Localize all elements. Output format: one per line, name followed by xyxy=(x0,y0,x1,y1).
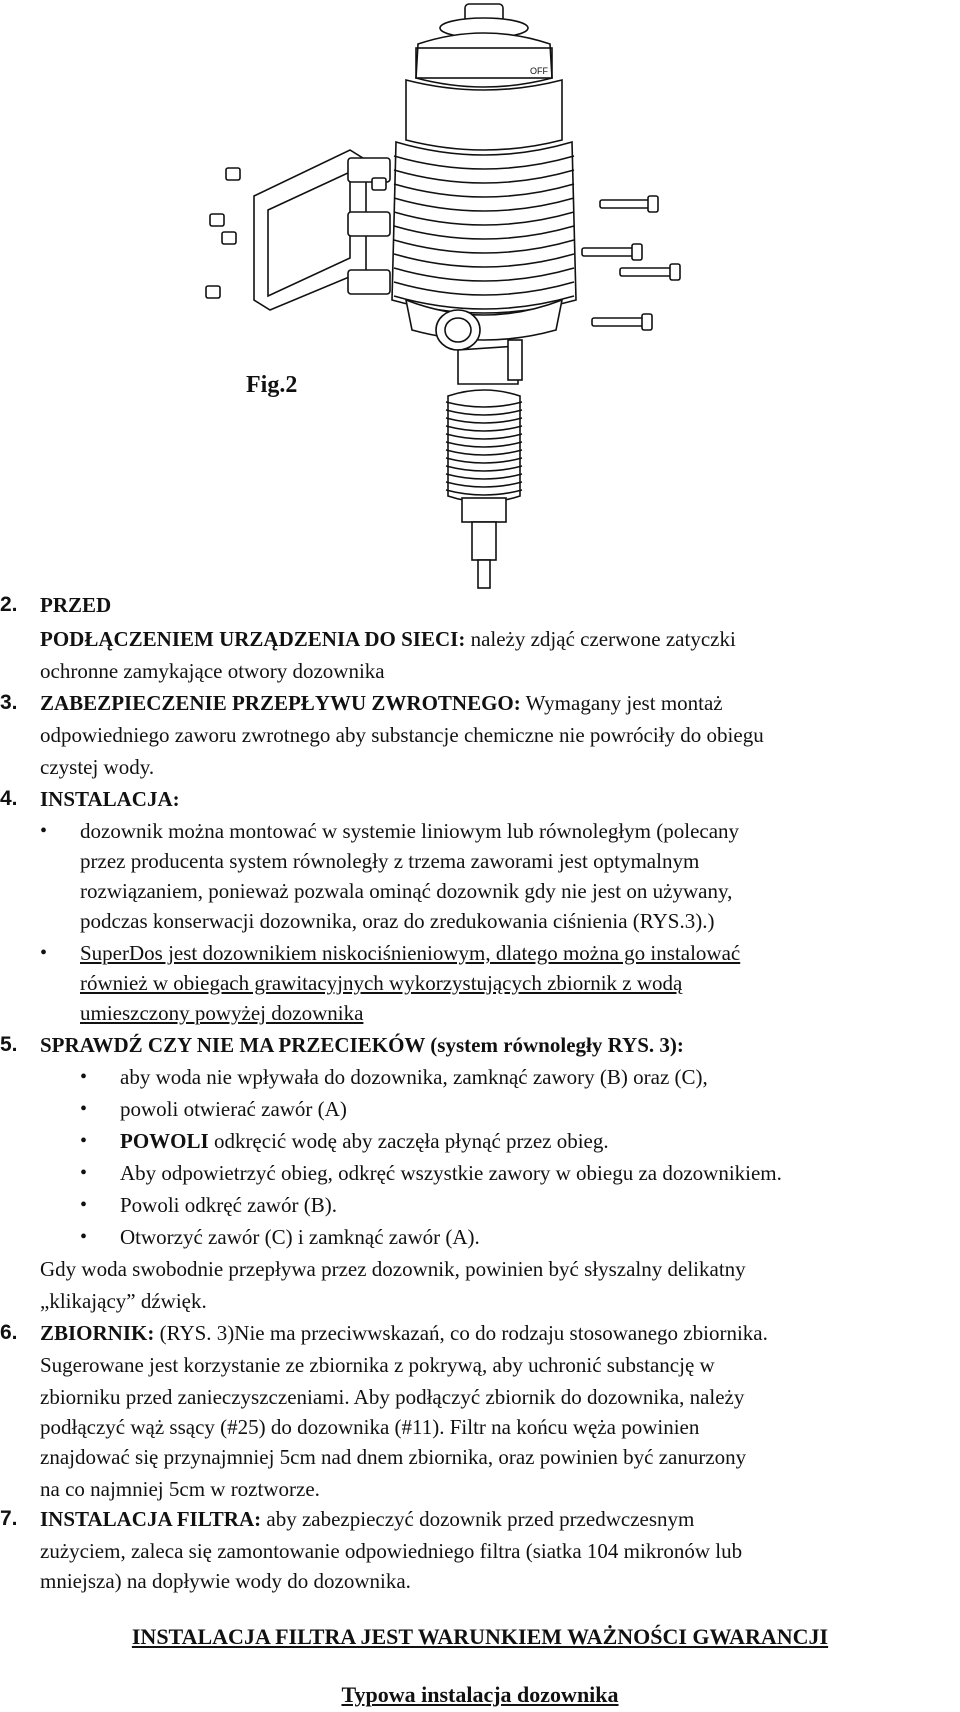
section-6-line3: zbiorniku przed zanieczyszczeniami. Aby podłączyć zbiornik do dozownika, należy xyxy=(40,1385,745,1409)
section-2-line3: ochronne zamykające otwory dozownika xyxy=(40,659,385,683)
section-6-line4: podłączyć wąż ssący (#25) do dozownika (#11). Filtr na końcu węża powinien xyxy=(40,1415,700,1439)
section-5-after1: Gdy woda swobodnie przepływa przez dozownik, powinien być słyszalny delikatny xyxy=(40,1257,746,1281)
section-4-b2-l2: również w obiegach grawitacyjnych wykorzystujących zbiornik z wodą xyxy=(80,971,683,995)
section-3-heading: ZABEZPIECZENIE PRZEPŁYWU ZWROTNEGO: xyxy=(40,691,521,715)
section-7-number: 7. xyxy=(0,1507,18,1530)
figure-caption: Fig.2 xyxy=(246,372,298,398)
off-label: OFF xyxy=(530,66,548,76)
section-6-line1 xyxy=(40,1318,768,1348)
section-4-b1-l4: podczas konserwacji dozownika, oraz do zredukowania ciśnienia (RYS.3).) xyxy=(80,909,715,933)
section-4-b2-l3: umieszczony powyżej dozownika xyxy=(80,1001,364,1025)
bullet-marker: • xyxy=(40,942,48,964)
section-6-heading: ZBIORNIK: xyxy=(40,1321,155,1345)
bullet-marker: • xyxy=(80,1162,88,1184)
section-6-line5: znajdować się przynajmniej 5cm nad dnem zbiornika, oraz powinien być zanurzony xyxy=(40,1445,747,1469)
section-6-text1: (RYS. 3)Nie ma przeciwwskazań, co do rodzaju stosowanego zbiornika. xyxy=(154,1321,768,1345)
bullet-marker: • xyxy=(80,1130,88,1152)
section-4-b1-l3: rozwiązaniem, ponieważ pozwala ominąć dozownik gdy nie jest on używany, xyxy=(80,879,733,903)
lower-spring-section xyxy=(446,390,522,502)
section-7-text1: aby zabezpieczyć dozownik przed przedwczesnym xyxy=(261,1507,695,1531)
typical-installation-title: Typowa instalacja dozownika xyxy=(341,1682,619,1707)
section-3-line1 xyxy=(40,688,723,718)
section-6-line6: na co najmniej 5cm w roztworze. xyxy=(40,1477,320,1501)
section-5-b4: Aby odpowietrzyć obieg, odkręć wszystkie zawory w obiegu za dozownikiem. xyxy=(120,1161,782,1185)
section-5-number: 5. xyxy=(0,1033,18,1056)
section-3-line2: odpowiedniego zaworu zwrotnego aby substancje chemiczne nie powróciły do obiegu xyxy=(40,723,764,747)
section-5-b1: aby woda nie wpływała do dozownika, zamknąć zawory (B) oraz (C), xyxy=(120,1065,708,1089)
bullet-marker: • xyxy=(80,1194,88,1216)
section-6-line2: Sugerowane jest korzystanie ze zbiornika z pokrywą, aby uchronić substancję w xyxy=(40,1353,715,1377)
section-7-line3: mniejsza) na dopływie wody do dozownika. xyxy=(40,1569,411,1593)
dosing-pump-drawing xyxy=(200,0,760,600)
section-4-heading: INSTALACJA: xyxy=(40,787,180,811)
section-5-b6: Otworzyć zawór (C) i zamknąć zawór (A). xyxy=(120,1225,480,1249)
section-5-b3-bold: POWOLI xyxy=(120,1129,209,1153)
section-3-number: 3. xyxy=(0,691,18,714)
section-4-b2-l1: SuperDos jest dozownikiem niskociśnieniowym, dlatego można go instalować xyxy=(80,941,741,965)
bullet-marker: • xyxy=(80,1066,88,1088)
section-2-heading-line1: PRZED xyxy=(40,593,112,617)
section-4-b1-l2: przez producenta system równoległy z trzema zaworami jest optymalnym xyxy=(80,849,700,873)
section-7-line1 xyxy=(40,1504,694,1534)
ribbed-housing xyxy=(392,142,576,313)
section-2-text: należy zdjąć czerwone zatyczki xyxy=(465,627,736,651)
section-5-after2: „klikający” dźwięk. xyxy=(40,1289,207,1313)
section-5-b5: Powoli odkręć zawór (B). xyxy=(120,1193,337,1217)
bullet-marker: • xyxy=(80,1226,88,1248)
section-5-heading: SPRAWDŹ CZY NIE MA PRZECIEKÓW (system równoległy RYS. 3): xyxy=(40,1033,684,1057)
section-5-b2: powoli otwierać zawór (A) xyxy=(120,1097,347,1121)
section-5-b3 xyxy=(120,1126,609,1156)
section-7-heading: INSTALACJA FILTRA: xyxy=(40,1507,262,1531)
section-4-number: 4. xyxy=(0,787,18,810)
mounting-bolts xyxy=(582,196,680,330)
warranty-notice: INSTALACJA FILTRA JEST WARUNKIEM WAŻNOŚCI GWARANCJI xyxy=(131,1624,829,1649)
bullet-marker: • xyxy=(40,820,48,842)
section-2-heading-line2: PODŁĄCZENIEM URZĄDZENIA DO SIECI: xyxy=(40,627,466,651)
section-4-b1-l1: dozownik można montować w systemie liniowym lub równoległym (polecany xyxy=(80,819,740,843)
section-5-b3-rest: odkręcić wodę aby zaczęła płynąć przez obieg. xyxy=(208,1129,609,1153)
section-6-number: 6. xyxy=(0,1321,18,1344)
bullet-marker: • xyxy=(80,1098,88,1120)
section-3-text1: Wymagany jest montaż xyxy=(520,691,723,715)
section-3-line3: czystej wody. xyxy=(40,755,155,779)
section-2-line2 xyxy=(40,624,736,654)
section-2-number: 2. xyxy=(0,593,18,616)
section-7-line2: zużyciem, zaleca się zamontowanie odpowiedniego filtra (siatka 104 mikronów lub xyxy=(40,1539,743,1563)
